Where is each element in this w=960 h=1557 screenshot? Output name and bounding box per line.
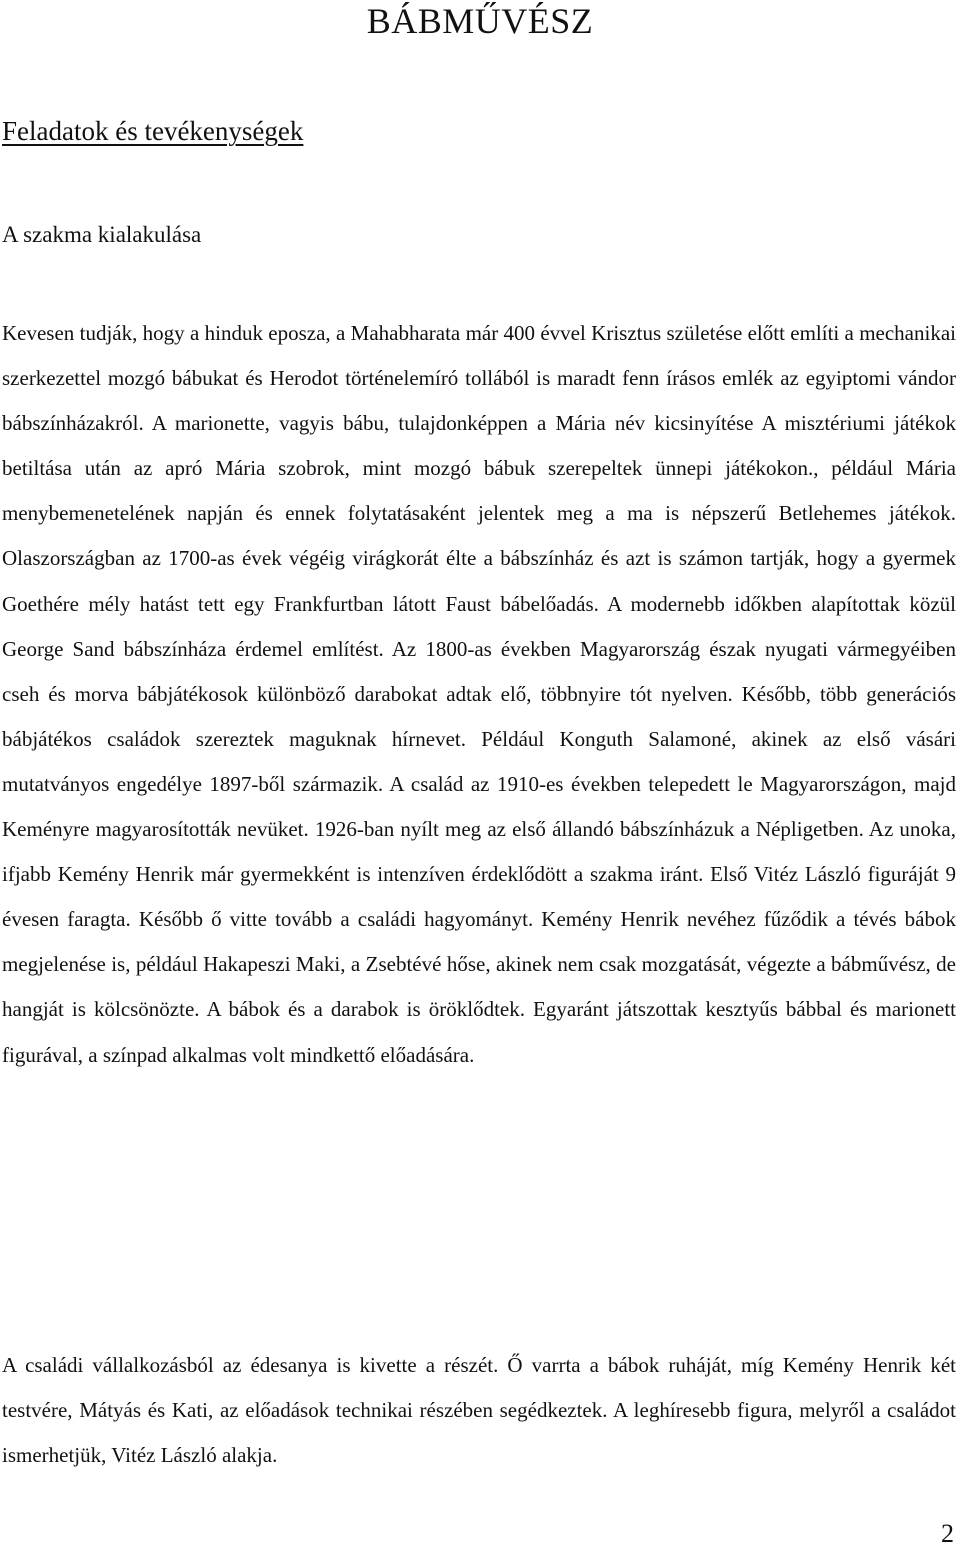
section-heading: Feladatok és tevékenységek [2, 116, 304, 146]
paragraph: A családi vállalkozásból az édesanya is kivette a részét. Ő varrta a bábok ruháját, míg Kemény Henrik két testvére, Mátyás és Kati, az előadások technikai részében segédkeztek. A leghíresebb figura, melyről a családot ismerhetjük, Vitéz László alakja. [2, 1353, 956, 1468]
page-number: 2 [941, 1519, 954, 1548]
subheading: A szakma kialakulása [2, 222, 202, 247]
page-title: BÁBMŰVÉSZ [366, 1, 594, 41]
paragraph: Kevesen tudják, hogy a hinduk eposza, a Mahabharata már 400 évvel Krisztus születése előtt említi a mechanikai szerkezettel mozgó bábukat és Herodot történelemíró tollából is maradt fenn írásos emlék az egyiptomi vándor bábszínházakról. A marionette, vagyis bábu, tulajdonképpen a Mária név kicsinyítése A misztériumi játékok betiltása után az apró Mária szobrok, mint mozgó bábuk szerepeltek ünnepi játékokon., például Mária menybemenetelének napján és ennek folytatásaként jelentek meg a ma is népszerű Betlehemes játékok. Olaszországban az 1700-as évek végéig virágkorát élte a bábszínház és azt is számon tartják, hogy a gyermek Goethére mély hatást tett egy Frankfurtban látott Faust bábelőadás. A modernebb időkben alapítottak közül George Sand bábszínháza érdemel említést. Az 1800-as években Magyarország észak nyugati vármegyéiben cseh és morva bábjátékosok különböző darabokat adtak elő, többnyire tót nyelven. Később, több generációs bábjátékos családok szereztek maguknak hírnevet. Például Konguth Salamoné, akinek az első vásári mutatványos engedélye 1897-ből származik. A család az 1910-es években telepedett le Magyarországon, majd Keményre magyarosították nevüket. 1926-ban nyílt meg az első állandó bábszínházuk a Népligetben. Az unoka, ifjabb Kemény Henrik már gyermekként is intenzíven érdeklődött a szakma iránt. Első Vitéz László figuráját 9 évesen faragta. Később ő vitte tovább a családi hagyományt. Kemény Henrik nevéhez fűződik a tévés bábok megjelenése is, például Hakapeszi Maki, a Zsebtévé hőse, akinek nem csak mozgatását, végezte a bábművész, de hangját is kölcsönözte. A bábok és a darabok is öröklődtek. Egyaránt játszottak kesztyűs bábbal és marionett figurával, a színpad alkalmas volt mindkettő előadására. [2, 321, 956, 1067]
